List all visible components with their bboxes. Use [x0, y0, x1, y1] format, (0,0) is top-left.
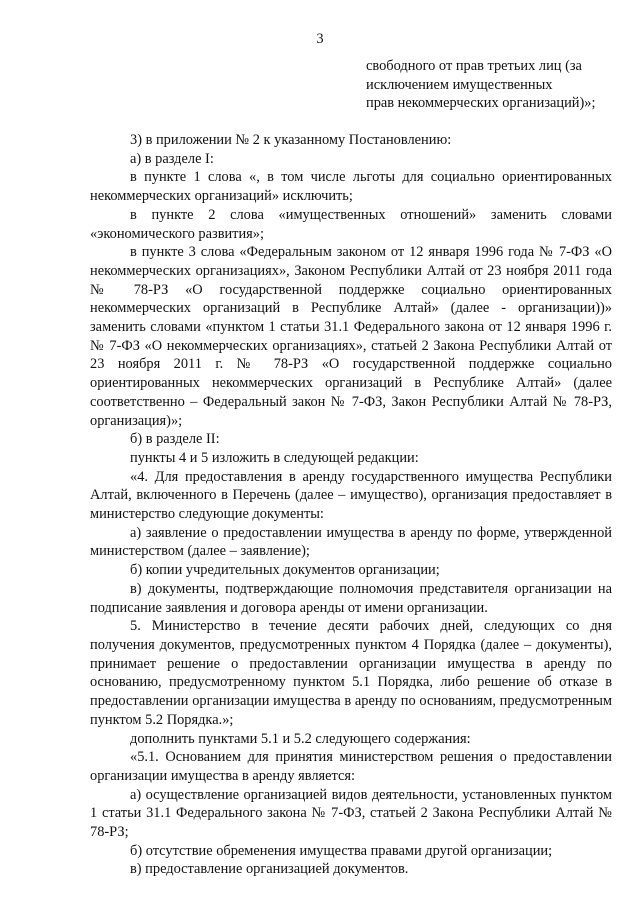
continuation-line: прав некоммерческих организаций)»; [366, 95, 596, 112]
paragraph: а) заявление о предоставлении имущества в аренду по форме, утвержденной министерством (далее – заявление); [90, 524, 612, 560]
paragraph: а) осуществление организацией видов деятельности, установленных пунктом 1 статьи 31.1 Федерального закона № 7-ФЗ, статьей 2 Закона Республики Алтай № 78-РЗ; [90, 786, 612, 841]
paragraph: дополнить пунктами 5.1 и 5.2 следующего содержания: [130, 730, 471, 747]
continuation-line: свободного от прав третьих лиц (за [366, 58, 582, 74]
paragraph: в пункте 3 слова «Федеральным законом от 12 января 1996 года № 7-ФЗ «О некоммерческих организациях», Законом Республики Алтай от 23 ноября 2011 года № 78-РЗ «О государственной поддержке социально ориентированных некоммерческих организаций в Республике Алтай» (далее - организации))» заменить словами «пунктом 1 статьи 31.1 Федерального закона от 12 января 1996 г. № 7-ФЗ «О некоммерческих организациях», статьей 2 Закона Республики Алтай от 23 ноября 2011 г. № 78-РЗ «О государственной поддержке социально ориентированных некоммерческих организаций в Республике Алтай» (далее соответственно – Федеральный закон № 7-ФЗ, Закон Республики Алтай № 78-РЗ, организация)»; [90, 244, 612, 429]
paragraph: в пункте 2 слова «имущественных отношений» заменить словами «экономического развития»; [90, 206, 612, 242]
paragraph: в) предоставление организацией документов. [130, 861, 409, 878]
paragraph: б) копии учредительных документов организации; [130, 562, 440, 579]
paragraph: в) документы, подтверждающие полномочия представителя организации на подписание заявления и договора аренды от имени организации. [90, 580, 612, 616]
paragraph: а) в разделе I: [130, 150, 214, 167]
paragraph: б) отсутствие обременения имущества правами другой организации; [130, 842, 553, 859]
paragraph: в пункте 1 слова «, в том числе льготы для социально ориентированных некоммерческих организаций» исключить; [90, 169, 612, 205]
paragraph: 5. Министерство в течение десяти рабочих дней, следующих со дня получения документов, предусмотренных пунктом 4 Порядка (далее – документы), принимает решение о предоставлении организации имущества в аренду по основанию, предусмотренному пунктом 5.1 Порядка, либо решение об отказе в предоставлении организации имущества в аренду по основаниям, предусмотренным пунктом 5.2 Порядка.»; [90, 618, 612, 728]
paragraph: «4. Для предоставления в аренду государственного имущества Республики Алтай, включенного в Перечень (далее – имущество), организация предоставляет в министерство следующие документы: [90, 468, 612, 523]
document-body [90, 131, 612, 879]
paragraph: б) в разделе II: [130, 431, 220, 448]
paragraph: пункты 4 и 5 изложить в следующей редакции: [130, 449, 419, 466]
previous-item-continuation [366, 57, 628, 113]
page-number: 3 [316, 31, 324, 47]
continuation-line: исключением имущественных [366, 76, 553, 93]
paragraph: «5.1. Основанием для принятия министерством решения о предоставлении организации имущества в аренду является: [90, 749, 612, 784]
paragraph: 3) в приложении № 2 к указанному Постановлению: [130, 132, 452, 148]
